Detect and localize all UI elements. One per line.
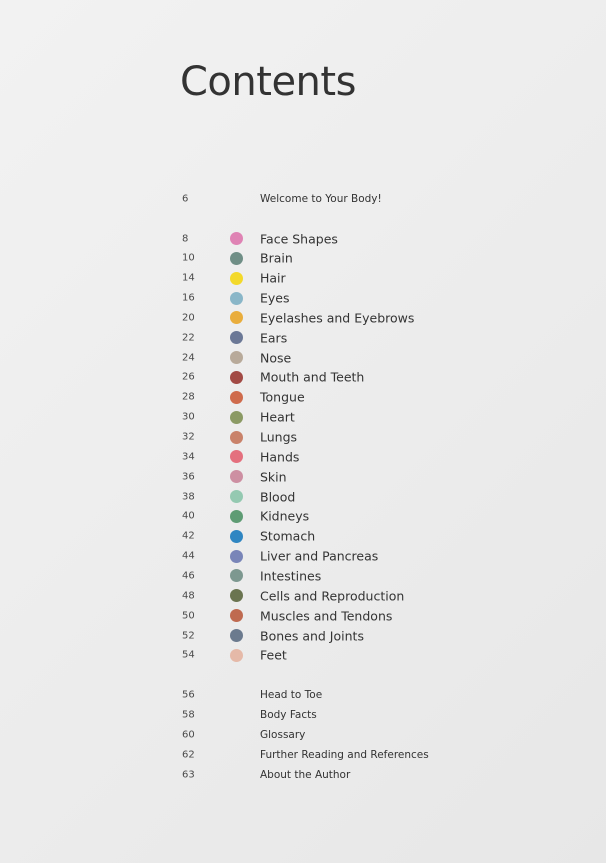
toc-entry[interactable] bbox=[0, 566, 606, 586]
chapter-color-dot bbox=[230, 490, 243, 503]
toc-entry[interactable] bbox=[0, 586, 606, 606]
page-number: 30 bbox=[182, 411, 195, 423]
page-number: 24 bbox=[182, 352, 195, 364]
toc-entry[interactable] bbox=[0, 506, 606, 526]
entry-title: Skin bbox=[260, 469, 287, 485]
toc-entry[interactable] bbox=[0, 467, 606, 487]
entry-title: Body Facts bbox=[260, 709, 317, 721]
chapter-color-dot bbox=[230, 450, 243, 463]
toc-entry[interactable] bbox=[0, 626, 606, 646]
page-number: 20 bbox=[182, 312, 195, 324]
entry-title: Glossary bbox=[260, 729, 306, 741]
chapter-color-dot bbox=[230, 470, 243, 483]
page-number: 22 bbox=[182, 332, 195, 344]
entry-title: Stomach bbox=[260, 528, 316, 544]
toc-entry[interactable] bbox=[0, 546, 606, 566]
page-number: 50 bbox=[182, 610, 195, 622]
entry-title: Heart bbox=[260, 409, 295, 425]
chapter-color-dot bbox=[230, 609, 243, 622]
page-number: 56 bbox=[182, 689, 195, 701]
toc-entry[interactable] bbox=[0, 606, 606, 626]
page-number: 40 bbox=[182, 510, 195, 522]
entry-title: Muscles and Tendons bbox=[260, 608, 393, 624]
entry-title: Lungs bbox=[260, 429, 298, 445]
chapter-color-dot bbox=[230, 530, 243, 543]
toc-entry[interactable] bbox=[0, 328, 606, 348]
page-number: 58 bbox=[182, 709, 195, 721]
entry-title: Kidneys bbox=[260, 508, 310, 524]
chapter-color-dot bbox=[230, 629, 243, 642]
entry-title: Welcome to Your Body! bbox=[260, 193, 382, 205]
chapter-color-dot bbox=[230, 232, 243, 245]
page-number: 46 bbox=[182, 570, 195, 582]
entry-title: Cells and Reproduction bbox=[260, 588, 405, 604]
entry-title: Mouth and Teeth bbox=[260, 369, 365, 385]
entry-title: Eyelashes and Eyebrows bbox=[260, 310, 415, 326]
toc-entry[interactable] bbox=[0, 685, 606, 705]
chapter-color-dot bbox=[230, 550, 243, 563]
page-title: Contents bbox=[180, 59, 356, 105]
chapter-color-dot bbox=[230, 589, 243, 602]
page-number: 36 bbox=[182, 471, 195, 483]
toc-entry[interactable] bbox=[0, 268, 606, 288]
toc-entry[interactable] bbox=[0, 645, 606, 665]
chapter-color-dot bbox=[230, 252, 243, 265]
page-number: 8 bbox=[182, 233, 189, 244]
entry-title: Face Shapes bbox=[260, 231, 338, 246]
page-number: 52 bbox=[182, 630, 195, 641]
toc-entry[interactable] bbox=[0, 308, 606, 328]
entry-title: About the Author bbox=[260, 769, 351, 781]
toc-entry[interactable] bbox=[0, 348, 606, 368]
page-number: 32 bbox=[182, 431, 195, 443]
page-number: 14 bbox=[182, 272, 195, 284]
page-number: 28 bbox=[182, 391, 195, 403]
page-number: 60 bbox=[182, 729, 195, 741]
entry-title: Eyes bbox=[260, 290, 290, 306]
page-number: 63 bbox=[182, 769, 195, 781]
entry-title: Nose bbox=[260, 350, 292, 366]
chapter-color-dot bbox=[230, 331, 243, 344]
entry-title: Intestines bbox=[260, 568, 322, 584]
page-number: 62 bbox=[182, 749, 195, 761]
entry-title: Further Reading and References bbox=[260, 749, 429, 761]
page-number: 54 bbox=[182, 649, 195, 661]
chapter-color-dot bbox=[230, 351, 243, 364]
toc-entry[interactable] bbox=[0, 765, 606, 785]
toc-entry[interactable] bbox=[0, 725, 606, 745]
page-number: 42 bbox=[182, 530, 195, 542]
page-number: 10 bbox=[182, 252, 195, 264]
entry-title: Brain bbox=[260, 250, 293, 266]
toc-entry[interactable] bbox=[0, 745, 606, 765]
chapter-color-dot bbox=[230, 292, 243, 305]
page-number: 6 bbox=[182, 193, 189, 205]
entry-title: Hair bbox=[260, 270, 286, 286]
toc-entry[interactable] bbox=[0, 705, 606, 725]
toc-entry[interactable] bbox=[0, 229, 606, 249]
toc-entry[interactable] bbox=[0, 487, 606, 507]
entry-title: Ears bbox=[260, 330, 288, 346]
page-number: 16 bbox=[182, 292, 195, 304]
toc-entry[interactable] bbox=[0, 387, 606, 407]
toc-entry[interactable] bbox=[0, 248, 606, 268]
page-number: 44 bbox=[182, 550, 195, 562]
chapter-color-dot bbox=[230, 569, 243, 582]
chapter-color-dot bbox=[230, 411, 243, 424]
entry-title: Hands bbox=[260, 449, 300, 465]
page-number: 38 bbox=[182, 491, 195, 503]
entry-title: Feet bbox=[260, 647, 287, 663]
entry-title: Bones and Joints bbox=[260, 628, 364, 643]
page-number: 26 bbox=[182, 371, 195, 383]
chapter-color-dot bbox=[230, 391, 243, 404]
chapter-color-dot bbox=[230, 371, 243, 384]
toc-entry[interactable] bbox=[0, 189, 606, 209]
toc-entry[interactable] bbox=[0, 288, 606, 308]
toc-entry[interactable] bbox=[0, 367, 606, 387]
toc-entry[interactable] bbox=[0, 407, 606, 427]
toc-entry[interactable] bbox=[0, 526, 606, 546]
page-number: 34 bbox=[182, 451, 195, 463]
chapter-color-dot bbox=[230, 272, 243, 285]
entry-title: Liver and Pancreas bbox=[260, 548, 379, 564]
entry-title: Head to Toe bbox=[260, 689, 323, 701]
toc-entry[interactable] bbox=[0, 447, 606, 467]
entry-title: Tongue bbox=[260, 389, 305, 405]
chapter-color-dot bbox=[230, 649, 243, 662]
toc-entry[interactable] bbox=[0, 427, 606, 447]
entry-title: Blood bbox=[260, 489, 296, 505]
page-number: 48 bbox=[182, 590, 195, 602]
chapter-color-dot bbox=[230, 510, 243, 523]
chapter-color-dot bbox=[230, 431, 243, 444]
chapter-color-dot bbox=[230, 311, 243, 324]
